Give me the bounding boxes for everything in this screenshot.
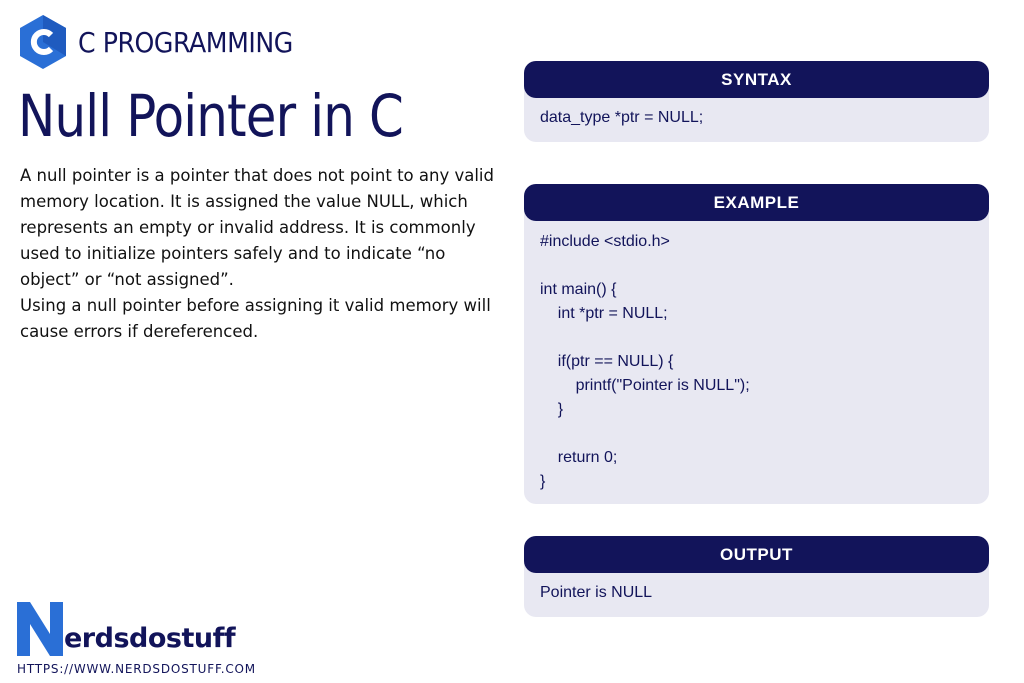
output-panel [524,536,989,617]
nerdsdostuff-logo [17,602,235,656]
code-line: int *ptr = NULL; [540,305,668,322]
output-text: Pointer is NULL [540,584,653,601]
example-heading: EXAMPLE [524,184,989,221]
code-line: } [540,401,564,418]
syntax-code: data_type *ptr = NULL; [540,109,704,126]
code-line: return 0; [540,449,618,466]
code-line: int main() { [540,281,617,298]
brand-label: C PROGRAMMING [78,25,293,59]
code-line [540,326,973,350]
output-heading: OUTPUT [524,536,989,573]
description-paragraph-2: Using a null pointer before assigning it valid memory will cause errors if dereferenced. [20,296,491,341]
logo-wordmark: erdsdostuff [64,623,236,654]
description [20,163,500,345]
code-line: #include <stdio.h> [540,233,670,250]
logo-n-mark [17,602,63,656]
example-panel [524,184,989,504]
code-line [540,254,973,278]
syntax-heading: SYNTAX [524,61,989,98]
page-title: Null Pointer in C [18,82,403,150]
c-language-hexagon-icon [18,14,68,70]
code-line [540,422,973,446]
code-line: } [540,473,546,490]
code-line: if(ptr == NULL) { [540,353,674,370]
description-paragraph-1: A null pointer is a pointer that does not point to any valid memory location. It is assigned the value NULL, which represents an empty or invalid address. It is commonly used to initialize pointers safely and to indicate “no object” or “not assigned”. [20,166,494,289]
syntax-panel [524,61,989,142]
footer-url: HTTPS://WWW.NERDSDOSTUFF.COM [17,662,256,676]
code-line: printf("Pointer is NULL"); [540,377,750,394]
brand-header [18,14,317,70]
